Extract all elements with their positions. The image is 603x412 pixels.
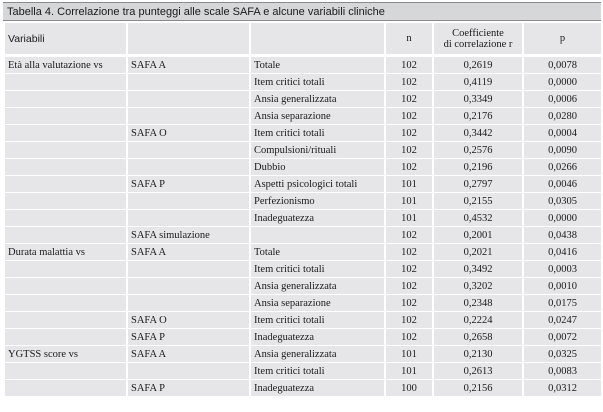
cell-item: Totale	[251, 244, 384, 261]
cell-p: 0,0090	[524, 142, 601, 159]
cell-n: 102	[386, 227, 432, 244]
cell-n: 102	[386, 91, 432, 108]
cell-variable	[5, 363, 126, 380]
cell-p: 0,0305	[524, 193, 601, 210]
cell-scale	[128, 142, 249, 159]
cell-variable	[5, 142, 126, 159]
cell-variable	[5, 329, 126, 346]
cell-scale: SAFA P	[128, 176, 249, 193]
cell-r: 0,2196	[434, 159, 522, 176]
cell-p: 0,0247	[524, 312, 601, 329]
table-row	[5, 108, 601, 125]
cell-n: 101	[386, 193, 432, 210]
cell-scale	[128, 159, 249, 176]
header-p: p	[524, 23, 601, 54]
cell-item: Totale	[251, 57, 384, 74]
cell-p: 0,0003	[524, 261, 601, 278]
table-row	[5, 363, 601, 380]
cell-n: 102	[386, 125, 432, 142]
cell-scale	[128, 74, 249, 91]
header-coefficient	[434, 23, 522, 54]
table-row	[5, 210, 601, 227]
table-row	[5, 227, 601, 244]
cell-item: Item critici totali	[251, 363, 384, 380]
cell-variable	[5, 380, 126, 397]
cell-p: 0,0004	[524, 125, 601, 142]
cell-p: 0,0280	[524, 108, 601, 125]
cell-r: 0,3349	[434, 91, 522, 108]
cell-p: 0,0416	[524, 244, 601, 261]
table-row	[5, 176, 601, 193]
cell-variable	[5, 193, 126, 210]
cell-item: Ansia generalizzata	[251, 278, 384, 295]
cell-r: 0,2576	[434, 142, 522, 159]
cell-item: Inadeguatezza	[251, 329, 384, 346]
table-row	[5, 329, 601, 346]
cell-item: Aspetti psicologici totali	[251, 176, 384, 193]
cell-variable: Età alla valutazione vs	[5, 57, 126, 74]
cell-p: 0,0006	[524, 91, 601, 108]
cell-scale: SAFA O	[128, 312, 249, 329]
cell-r: 0,2156	[434, 380, 522, 397]
cell-item: Ansia separazione	[251, 108, 384, 125]
cell-scale	[128, 295, 249, 312]
cell-item: Item critici totali	[251, 312, 384, 329]
header-empty-scale	[128, 23, 249, 54]
table-body	[5, 57, 601, 397]
cell-n: 101	[386, 363, 432, 380]
table-row	[5, 142, 601, 159]
table-row	[5, 380, 601, 397]
cell-variable: Durata malattia vs	[5, 244, 126, 261]
cell-variable	[5, 227, 126, 244]
cell-r: 0,2613	[434, 363, 522, 380]
cell-variable	[5, 159, 126, 176]
table-row	[5, 278, 601, 295]
cell-r: 0,4532	[434, 210, 522, 227]
cell-p: 0,0078	[524, 57, 601, 74]
cell-scale: SAFA O	[128, 125, 249, 142]
cell-p: 0,0175	[524, 295, 601, 312]
cell-p: 0,0010	[524, 278, 601, 295]
table-row	[5, 346, 601, 363]
header-n: n	[386, 23, 432, 54]
cell-r: 0,2001	[434, 227, 522, 244]
cell-n: 102	[386, 74, 432, 91]
cell-variable	[5, 91, 126, 108]
cell-r: 0,2130	[434, 346, 522, 363]
cell-p: 0,0083	[524, 363, 601, 380]
cell-p: 0,0266	[524, 159, 601, 176]
cell-scale	[128, 278, 249, 295]
cell-n: 102	[386, 329, 432, 346]
cell-scale	[128, 91, 249, 108]
cell-variable	[5, 210, 126, 227]
cell-n: 102	[386, 295, 432, 312]
table-row	[5, 74, 601, 91]
cell-r: 0,2176	[434, 108, 522, 125]
cell-variable	[5, 176, 126, 193]
cell-scale: SAFA A	[128, 346, 249, 363]
cell-n: 102	[386, 142, 432, 159]
table-row	[5, 193, 601, 210]
table-caption: Tabella 4. Correlazione tra punteggi alle scale SAFA e alcune variabili cliniche	[3, 2, 601, 21]
header-empty-item	[251, 23, 384, 54]
cell-scale: SAFA P	[128, 329, 249, 346]
cell-r: 0,2224	[434, 312, 522, 329]
cell-scale: SAFA simulazione	[128, 227, 249, 244]
cell-variable	[5, 295, 126, 312]
table-row	[5, 244, 601, 261]
cell-item: Item critici totali	[251, 261, 384, 278]
cell-n: 102	[386, 244, 432, 261]
cell-item: Dubbio	[251, 159, 384, 176]
cell-r: 0,2348	[434, 295, 522, 312]
cell-variable	[5, 261, 126, 278]
cell-r: 0,2021	[434, 244, 522, 261]
cell-item: Compulsioni/rituali	[251, 142, 384, 159]
header-coefficient-line2: di correlazione r	[443, 38, 513, 50]
table-row	[5, 159, 601, 176]
table-row	[5, 295, 601, 312]
cell-n: 101	[386, 176, 432, 193]
cell-p: 0,0000	[524, 74, 601, 91]
header-row	[5, 23, 601, 54]
cell-n: 100	[386, 380, 432, 397]
cell-variable	[5, 125, 126, 142]
cell-p: 0,0072	[524, 329, 601, 346]
cell-p: 0,0438	[524, 227, 601, 244]
header-variabili: Variabili	[5, 23, 126, 54]
cell-n: 101	[386, 346, 432, 363]
cell-item: Ansia generalizzata	[251, 346, 384, 363]
cell-scale	[128, 210, 249, 227]
cell-variable: YGTSS score vs	[5, 346, 126, 363]
cell-r: 0,2658	[434, 329, 522, 346]
cell-item	[251, 227, 384, 244]
cell-r: 0,3492	[434, 261, 522, 278]
cell-n: 102	[386, 261, 432, 278]
cell-scale: SAFA A	[128, 57, 249, 74]
cell-p: 0,0312	[524, 380, 601, 397]
cell-p: 0,0325	[524, 346, 601, 363]
cell-p: 0,0000	[524, 210, 601, 227]
cell-item: Ansia generalizzata	[251, 91, 384, 108]
cell-r: 0,3202	[434, 278, 522, 295]
header-coefficient-line1: Coefficiente	[452, 27, 504, 39]
cell-scale	[128, 108, 249, 125]
cell-n: 102	[386, 278, 432, 295]
cell-n: 102	[386, 312, 432, 329]
cell-n: 101	[386, 210, 432, 227]
cell-r: 0,4119	[434, 74, 522, 91]
cell-variable	[5, 278, 126, 295]
cell-scale	[128, 261, 249, 278]
table-row	[5, 312, 601, 329]
cell-variable	[5, 108, 126, 125]
table-row	[5, 261, 601, 278]
cell-scale	[128, 193, 249, 210]
cell-n: 102	[386, 57, 432, 74]
table-row	[5, 125, 601, 142]
cell-r: 0,2797	[434, 176, 522, 193]
cell-p: 0,0046	[524, 176, 601, 193]
cell-scale: SAFA P	[128, 380, 249, 397]
cell-r: 0,3442	[434, 125, 522, 142]
cell-scale	[128, 363, 249, 380]
cell-item: Item critici totali	[251, 74, 384, 91]
cell-r: 0,2155	[434, 193, 522, 210]
correlation-table	[3, 23, 603, 397]
cell-r: 0,2619	[434, 57, 522, 74]
table-row	[5, 57, 601, 74]
cell-variable	[5, 312, 126, 329]
cell-n: 102	[386, 159, 432, 176]
cell-item: Ansia separazione	[251, 295, 384, 312]
cell-item: Inadeguatezza	[251, 210, 384, 227]
cell-variable	[5, 74, 126, 91]
cell-scale: SAFA A	[128, 244, 249, 261]
table-row	[5, 91, 601, 108]
cell-item: Item critici totali	[251, 125, 384, 142]
cell-item: Perfezionismo	[251, 193, 384, 210]
cell-n: 102	[386, 108, 432, 125]
cell-item: Inadeguatezza	[251, 380, 384, 397]
